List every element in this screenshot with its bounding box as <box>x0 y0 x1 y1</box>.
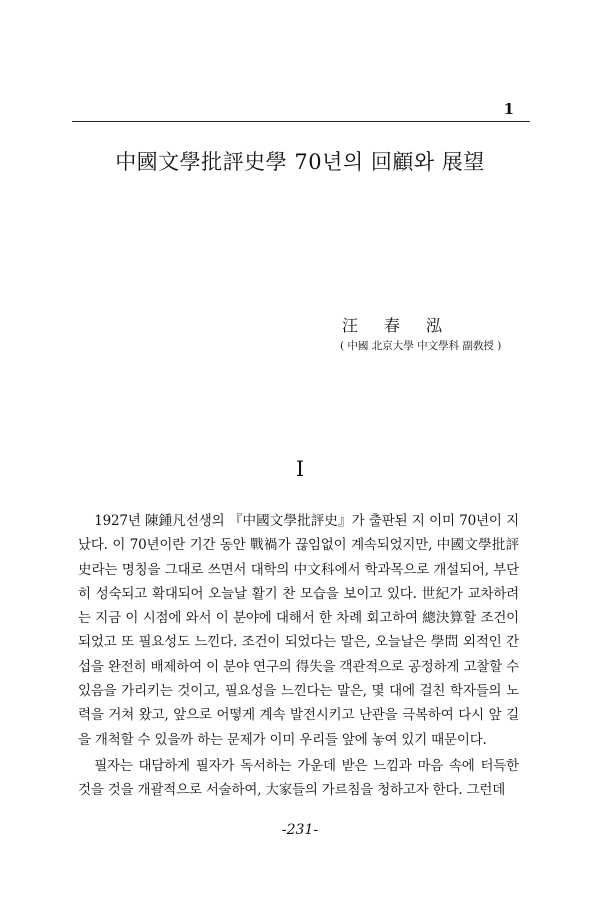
author-name: 汪春泓 <box>342 316 469 335</box>
header-page-number: 1 <box>503 100 514 118</box>
body-text <box>78 509 519 805</box>
footer-page-number: -231- <box>281 822 319 838</box>
author-affiliation: ( 中國 北京大學 中文學科 副敎授 ) <box>340 340 502 352</box>
paper-title: 中國文學批評史學 70년의 回顧와 展望 <box>115 150 485 174</box>
header-rule <box>72 121 530 122</box>
body-paragraph-1: 1927년 陳鍾凡선생의 『中國文學批評史』가 출판된 지 이미 70년이 지났다. 이 70년이란 기간 동안 戰禍가 끊임없이 계속되었지만, 中國文學批評史라는 명칭을 그대로 쓰면서 대학의 中文科에서 학과목으로 개설되어, 부단히 성숙되고 확대되어 오늘날 활기 찬 모습을 보이고 있다. 世紀가 교차하려는 지금 이 시점에 와서 이 분야에 대해서 한 차례 회고하여 總決算할 조건이 되었고 또 필요성도 느낀다. 조건이 되었다는 말은, 오늘날은 學問 외적인 간섭을 완전히 배제하여 이 분야 연구의 得失을 객관적으로 공정하게 고찰할 수 있음을 가리키는 것이고, 필요성을 느낀다는 말은, 몇 대에 걸친 학자들의 노력을 거쳐 왔고, 앞으로 어떻게 계속 발전시키고 난관을 극복하여 다시 앞 길을 개척할 수 있을까 하는 문제가 이미 우리들 앞에 놓여 있기 때문이다. <box>78 513 519 748</box>
body-paragraph-2: 필자는 대담하게 필자가 독서하는 가운데 받은 느낌과 마음 속에 터득한 것을 것을 개괄적으로 서술하여, 大家들의 가르침을 청하고자 한다. 그런데 <box>78 757 519 799</box>
section-heading: I <box>295 457 305 481</box>
